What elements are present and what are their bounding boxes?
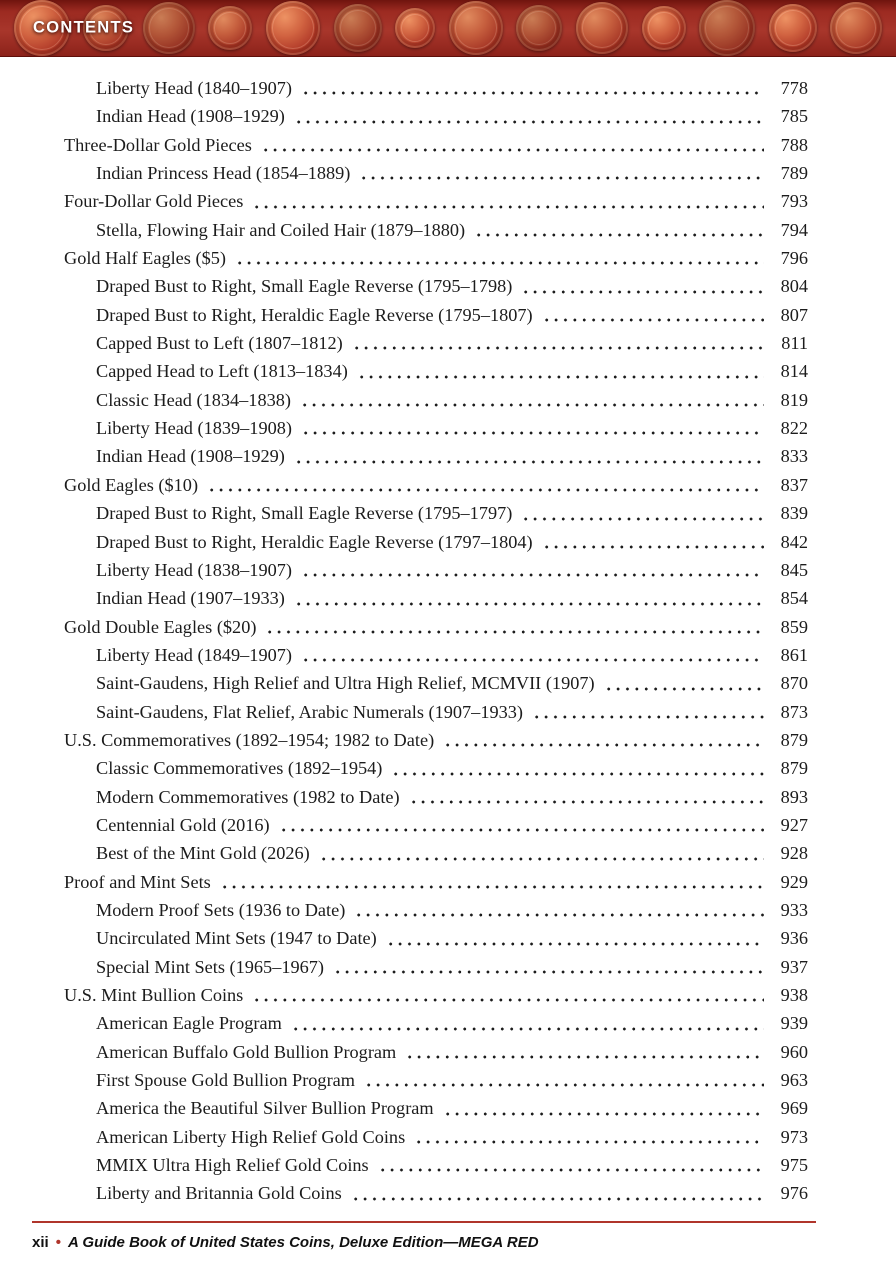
toc-entry-page: 833 <box>780 446 808 467</box>
dot-leader <box>298 641 764 669</box>
toc-entry-page: 893 <box>780 786 808 807</box>
toc-entry-page: 969 <box>780 1098 808 1119</box>
toc-entry-page: 788 <box>780 134 808 155</box>
dot-leader <box>298 414 764 442</box>
toc-entry <box>64 1038 808 1066</box>
toc-entry-page: 879 <box>780 729 808 750</box>
toc-entry <box>64 1066 808 1094</box>
toc-entry-label: American Buffalo Gold Bullion Program <box>96 1041 397 1062</box>
toc-entry-page: 804 <box>780 276 808 297</box>
toc-entry-label: Liberty Head (1838–1907) <box>96 559 292 580</box>
toc-entry-label: Uncirculated Mint Sets (1947 to Date) <box>96 928 377 949</box>
toc-entry-page: 873 <box>780 701 808 722</box>
toc-entry-label: Draped Bust to Right, Heraldic Eagle Reverse (1797–1804) <box>96 531 533 552</box>
toc-entry <box>64 953 808 981</box>
dot-leader <box>440 726 764 754</box>
page-footer <box>32 1221 816 1251</box>
toc-entry-page: 973 <box>780 1126 808 1147</box>
dot-leader <box>258 131 764 159</box>
toc-entry-label: Indian Head (1907–1933) <box>96 588 285 609</box>
toc-entry-label: Classic Head (1834–1838) <box>96 389 291 410</box>
toc-entry-page: 929 <box>780 871 808 892</box>
toc-entry-label: Capped Head to Left (1813–1834) <box>96 361 348 382</box>
toc-entry-page: 814 <box>780 361 808 382</box>
dot-leader <box>298 556 764 584</box>
toc-entry <box>64 471 808 499</box>
toc-entry-page: 938 <box>780 985 808 1005</box>
toc-entry <box>64 981 808 1009</box>
page-title: CONTENTS <box>33 18 135 37</box>
toc-entry-label: Gold Double Eagles ($20) <box>64 616 257 637</box>
toc-entry-label: Three-Dollar Gold Pieces <box>64 134 252 155</box>
toc-entry-label: Modern Proof Sets (1936 to Date) <box>96 899 346 920</box>
toc-entry-label: Classic Commemoratives (1892–1954) <box>96 758 383 779</box>
toc-entry-label: Liberty Head (1839–1908) <box>96 418 292 439</box>
dot-leader <box>291 102 764 130</box>
dot-leader <box>529 698 764 726</box>
dot-leader <box>316 839 764 867</box>
toc-entry-page: 819 <box>780 389 808 410</box>
dot-leader <box>249 981 764 1009</box>
footer-book-title: A Guide Book of United States Coins, Deluxe Edition—MEGA RED <box>67 1234 539 1251</box>
toc-entry <box>64 74 808 102</box>
coin-icon <box>699 0 755 56</box>
toc-entry-page: 976 <box>780 1183 808 1204</box>
dot-leader <box>383 924 764 952</box>
toc-entry-label: MMIX Ultra High Relief Gold Coins <box>96 1155 369 1176</box>
toc-entry <box>64 556 808 584</box>
toc-entry <box>64 754 808 782</box>
dot-leader <box>232 244 764 272</box>
toc-entry-label: U.S. Commemoratives (1892–1954; 1982 to Date) <box>64 729 435 750</box>
dot-leader <box>354 357 764 385</box>
toc-entry <box>64 868 808 896</box>
toc-entry <box>64 613 808 641</box>
toc-entry-page: 859 <box>780 616 808 637</box>
toc-entry-label: Draped Bust to Right, Heraldic Eagle Reverse (1795–1807) <box>96 304 533 325</box>
toc-entry-label: Indian Princess Head (1854–1889) <box>96 163 351 184</box>
toc-entry <box>64 159 808 187</box>
toc-entry-label: Special Mint Sets (1965–1967) <box>96 956 324 977</box>
toc-entry-page: 927 <box>780 814 808 835</box>
footer-bullet: • <box>55 1234 61 1251</box>
dot-leader <box>402 1038 764 1066</box>
dot-leader <box>375 1151 764 1179</box>
toc-entry-page: 842 <box>780 531 808 552</box>
toc-entry-label: Four-Dollar Gold Pieces <box>64 191 244 212</box>
toc-entry <box>64 272 808 300</box>
toc-entry <box>64 726 808 754</box>
toc-entry-page: 928 <box>780 843 808 864</box>
toc-entry-label: Liberty and Britannia Gold Coins <box>96 1183 342 1204</box>
toc-entry-page: 822 <box>780 418 808 439</box>
toc-entry <box>64 528 808 556</box>
coin-icon <box>395 8 435 48</box>
dot-leader <box>291 584 764 612</box>
toc-entry <box>64 669 808 697</box>
coin-icon <box>266 1 320 55</box>
dot-leader <box>361 1066 764 1094</box>
toc-entry-page: 879 <box>780 758 808 779</box>
dot-leader <box>539 528 764 556</box>
dot-leader <box>262 613 764 641</box>
dot-leader <box>288 1009 764 1037</box>
toc-entry-label: Gold Eagles ($10) <box>64 474 199 495</box>
dot-leader <box>601 669 764 697</box>
toc-entry-label: Liberty Head (1840–1907) <box>96 78 292 98</box>
toc-entry-page: 794 <box>780 219 808 240</box>
toc-entry-page: 837 <box>780 474 808 495</box>
toc-entry-page: 975 <box>780 1155 808 1176</box>
toc-entry-page: 796 <box>780 248 808 269</box>
dot-leader <box>348 1179 764 1207</box>
toc-entry-page: 963 <box>780 1070 808 1091</box>
toc-entry-label: Capped Bust to Left (1807–1812) <box>96 333 343 354</box>
toc-entry-page: 939 <box>780 1013 808 1034</box>
dot-leader <box>217 868 764 896</box>
toc-entry <box>64 1094 808 1122</box>
dot-leader <box>406 783 764 811</box>
footer-page-number: xii <box>32 1234 49 1251</box>
toc-entry-page: 839 <box>780 503 808 524</box>
toc-entry <box>64 102 808 130</box>
toc-entry <box>64 442 808 470</box>
toc-entry-page: 845 <box>780 559 808 580</box>
coin-icon <box>143 2 195 54</box>
toc-entry-page: 861 <box>780 644 808 665</box>
toc-entry-label: Proof and Mint Sets <box>64 871 211 892</box>
toc-list <box>0 57 896 1208</box>
toc-entry <box>64 244 808 272</box>
coin-icon <box>769 4 817 52</box>
toc-entry-label: U.S. Mint Bullion Coins <box>64 985 244 1005</box>
toc-entry <box>64 386 808 414</box>
toc-entry <box>64 414 808 442</box>
toc-entry <box>64 1179 808 1207</box>
toc-entry-page: 870 <box>780 673 808 694</box>
toc-entry <box>64 131 808 159</box>
toc-entry-label: Liberty Head (1849–1907) <box>96 644 292 665</box>
dot-leader <box>298 74 764 102</box>
toc-entry-label: First Spouse Gold Bullion Program <box>96 1070 355 1091</box>
toc-entry <box>64 329 808 357</box>
toc-entry-page: 785 <box>780 106 808 127</box>
coin-icon <box>208 6 252 50</box>
toc-entry-label: Saint-Gaudens, Flat Relief, Arabic Numerals (1907–1933) <box>96 701 523 722</box>
coin-icon <box>449 1 503 55</box>
toc-entry <box>64 811 808 839</box>
dot-leader <box>471 216 764 244</box>
coin-icon <box>642 6 686 50</box>
dot-leader <box>330 953 764 981</box>
toc-entry <box>64 301 808 329</box>
toc-entry <box>64 1151 808 1179</box>
toc-entry <box>64 584 808 612</box>
toc-entry <box>64 896 808 924</box>
toc-entry-page: 933 <box>780 899 808 920</box>
dot-leader <box>539 301 764 329</box>
dot-leader <box>518 272 764 300</box>
toc-entry-label: Best of the Mint Gold (2026) <box>96 843 310 864</box>
coin-icon <box>830 2 882 54</box>
dot-leader <box>356 159 764 187</box>
toc-entry-page: 793 <box>780 191 808 212</box>
toc-entry-label: Modern Commemoratives (1982 to Date) <box>96 786 400 807</box>
dot-leader <box>291 442 764 470</box>
toc-entry-page: 789 <box>780 163 808 184</box>
toc-entry <box>64 698 808 726</box>
dot-leader <box>276 811 764 839</box>
toc-entry <box>64 924 808 952</box>
toc-entry <box>64 216 808 244</box>
header-banner <box>0 0 896 57</box>
toc-entry-label: Draped Bust to Right, Small Eagle Reverse (1795–1797) <box>96 503 513 524</box>
dot-leader <box>518 499 764 527</box>
dot-leader <box>411 1123 764 1151</box>
toc-entry-label: Indian Head (1908–1929) <box>96 446 285 467</box>
dot-leader <box>351 896 764 924</box>
toc-entry <box>64 641 808 669</box>
dot-leader <box>204 471 764 499</box>
toc-entry-page: 960 <box>780 1041 808 1062</box>
toc-entry-label: Indian Head (1908–1929) <box>96 106 285 127</box>
toc-entry <box>64 499 808 527</box>
toc-entry <box>64 1123 808 1151</box>
toc-entry-label: American Eagle Program <box>96 1013 282 1034</box>
toc-entry-label: America the Beautiful Silver Bullion Program <box>96 1098 434 1119</box>
coin-icon <box>334 4 382 52</box>
toc-entry-page: 807 <box>780 304 808 325</box>
dot-leader <box>297 386 764 414</box>
toc-entry <box>64 783 808 811</box>
toc-entry-label: Stella, Flowing Hair and Coiled Hair (1879–1880) <box>96 219 466 240</box>
toc-entry-label: Gold Half Eagles ($5) <box>64 248 226 269</box>
toc-entry <box>64 839 808 867</box>
toc-entry-label: Draped Bust to Right, Small Eagle Reverse (1795–1798) <box>96 276 513 297</box>
toc-entry-page: 778 <box>780 78 808 98</box>
dot-leader <box>349 329 764 357</box>
coin-icon <box>576 2 628 54</box>
toc-entry <box>64 187 808 215</box>
toc-entry-page: 854 <box>780 588 808 609</box>
toc-entry <box>64 1009 808 1037</box>
dot-leader <box>249 187 764 215</box>
dot-leader <box>440 1094 764 1122</box>
toc-entry-page: 937 <box>780 956 808 977</box>
toc-entry-page: 936 <box>780 928 808 949</box>
toc-entry-page: 811 <box>781 333 808 354</box>
toc-entry-label: American Liberty High Relief Gold Coins <box>96 1126 406 1147</box>
dot-leader <box>388 754 764 782</box>
toc-entry-label: Centennial Gold (2016) <box>96 814 270 835</box>
coin-icon <box>516 5 562 51</box>
toc-entry-label: Saint-Gaudens, High Relief and Ultra High Relief, MCMVII (1907) <box>96 673 595 694</box>
toc-entry <box>64 357 808 385</box>
